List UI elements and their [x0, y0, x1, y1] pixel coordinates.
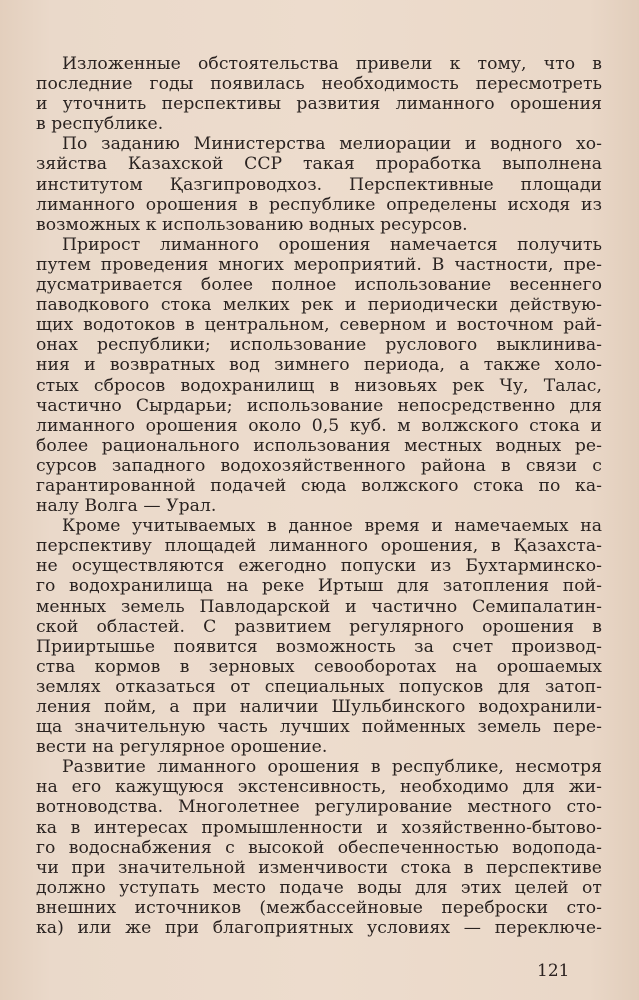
text-line: чи при значительной изменчивости стока в перспективе: [36, 857, 602, 878]
text-line: ства кормов в зерновых севооборотах на орошаемых: [36, 656, 602, 677]
text-line: го водоснабжения с высокой обеспеченностью водопода-: [36, 837, 602, 858]
text-line: ской областей. С развитием регулярного орошения в: [36, 616, 602, 637]
text-line: на его кажущуюся экстенсивность, необходимо для жи-: [36, 777, 602, 798]
text-line: ния и возвратных вод зимнего периода, а также холо-: [36, 355, 602, 376]
text-line: землях отказаться от специальных попусков для затоп-: [36, 676, 602, 697]
text-line: вотноводства. Многолетнее регулирование местного сто-: [36, 797, 602, 818]
text-line: налу Волга — Урал.: [36, 496, 217, 517]
text-line: зяйства Казахской ССР такая проработка выполнена: [36, 154, 602, 175]
text-line: го водохранилища на реке Иртыш для затопления пой-: [36, 576, 602, 597]
paragraph: [36, 516, 602, 757]
text-line: онах республики; использование руслового выклинива-: [36, 335, 602, 356]
paragraph: [36, 54, 602, 134]
paragraph: [36, 235, 602, 516]
text-line: внешних источников (межбассейновые переброски сто-: [36, 897, 602, 918]
text-line: последние годы появилась необходимость пересмотреть: [36, 74, 602, 95]
text-line: Развитие лиманного орошения в республике, несмотря: [62, 757, 602, 778]
text-line: более рационального использования местных водных ре-: [36, 435, 602, 456]
text-line: путем проведения многих мероприятий. В частности, пре-: [36, 254, 602, 275]
text-line: должно уступать место подаче воды для этих целей от: [36, 877, 602, 898]
text-line: лиманного орошения около 0,5 куб. м волжского стока и: [36, 415, 602, 436]
text-line: в республике.: [36, 114, 164, 135]
text-line: ка в интересах промышленности и хозяйственно-бытово-: [36, 817, 602, 838]
text-line: Кроме учитываемых в данное время и намечаемых на: [62, 516, 602, 537]
text-line: Прирост лиманного орошения намечается получить: [62, 234, 602, 255]
text-line: возможных к использованию водных ресурсов.: [36, 214, 468, 235]
text-line: щих водотоков в центральном, северном и восточном рай-: [36, 315, 602, 336]
text-line: и уточнить перспективы развития лиманного орошения: [36, 94, 602, 115]
text-line: гарантированной подачей сюда волжского стока по ка-: [36, 475, 602, 496]
text-line: лиманного орошения в республике определены исходя из: [36, 194, 602, 215]
text-line: перспективу площадей лиманного орошения, в Қазахста-: [36, 536, 602, 557]
text-line: Прииртышье появится возможность за счет производ-: [36, 636, 602, 657]
text-line: менных земель Павлодарской и частично Семипалатин-: [36, 596, 602, 617]
text-line: не осуществляются ежегодно попуски из Бухтарминско-: [36, 556, 602, 577]
text-line: По заданию Министерства мелиорации и водного хо-: [62, 134, 602, 155]
page-number: 121: [537, 961, 570, 981]
paragraph: [36, 134, 602, 234]
body-text: [36, 54, 602, 938]
paragraph: [36, 757, 602, 938]
text-line: дусматривается более полное использование весеннего: [36, 275, 602, 296]
text-line: ления пойм, а при наличии Шульбинского водохранили-: [36, 697, 602, 717]
text-line: сурсов западного водохозяйственного района в связи с: [36, 455, 602, 476]
text-line: паводкового стока мелких рек и периодически действую-: [36, 295, 602, 316]
text-line: ка) или же при благоприятных условиях — переключе-: [36, 918, 602, 939]
text-line: институтом Қазгипроводхоз. Перспективные площади: [36, 174, 602, 195]
text-line: частично Сырдарьи; использование непосредственно для: [36, 395, 602, 416]
text-line: вести на регулярное орошение.: [36, 737, 328, 758]
text-line: Изложенные обстоятельства привели к тому, что в: [62, 54, 602, 74]
text-line: ща значительную часть лучших пойменных земель пере-: [36, 717, 602, 738]
text-line: стых сбросов водохранилищ в низовьях рек Чу, Талас,: [36, 375, 602, 396]
